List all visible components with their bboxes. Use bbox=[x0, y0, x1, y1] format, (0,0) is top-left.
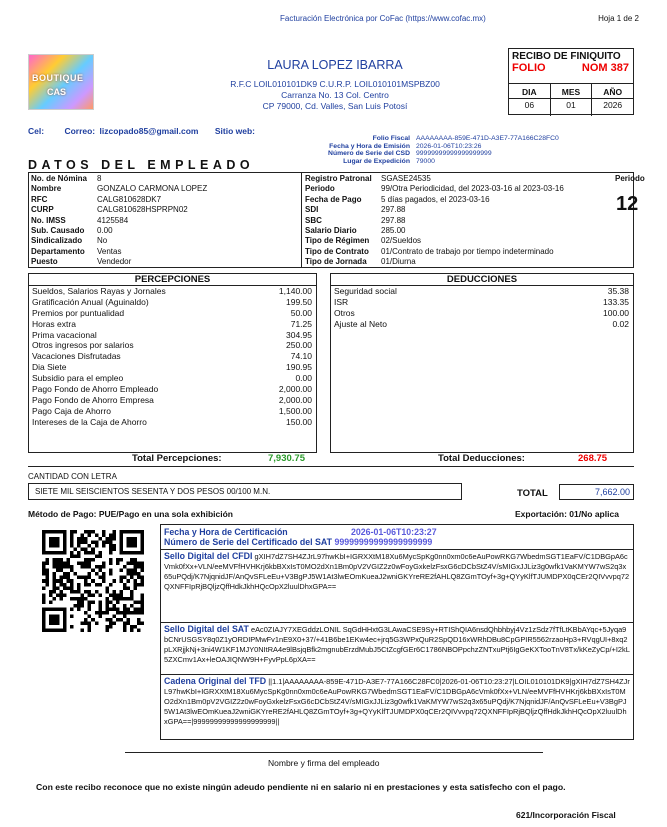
receipt-box bbox=[508, 48, 634, 115]
employee-field-value: 297.88 bbox=[381, 215, 406, 225]
line-item-concept: Sueldos, Salarios Rayas y Jornales bbox=[32, 286, 166, 296]
employee-field-value: No bbox=[97, 236, 108, 246]
line-item-concept: Dia Siete bbox=[32, 362, 67, 373]
line-item-concept: Pago Fondo de Ahorro Empresa bbox=[32, 394, 154, 405]
folio-label: FOLIO bbox=[512, 62, 546, 74]
employee-field-label: CURP bbox=[31, 205, 54, 215]
line-item bbox=[29, 373, 316, 384]
perceptions-header: PERCEPCIONES bbox=[29, 274, 316, 286]
line-item bbox=[29, 384, 316, 395]
company-logo bbox=[28, 54, 94, 110]
provider-text: Facturación Electrónica por CoFac (https://www.cofac.mx) bbox=[280, 14, 486, 23]
total-deductions-value: 268.75 bbox=[578, 453, 608, 464]
certification-box bbox=[160, 524, 634, 740]
perceptions-table bbox=[28, 273, 317, 453]
acknowledgement-text: Con este recibo reconoce que no existe ningún adeudo pendiente ni en salario ni en prestaciones y esta satisfecho con el pago. bbox=[36, 782, 566, 792]
line-item-amount: 50.00 bbox=[290, 307, 312, 318]
employee-field-label: Tipo de Jornada bbox=[305, 257, 367, 267]
line-item-concept: Prima vacacional bbox=[32, 329, 97, 340]
line-item-concept: ISR bbox=[334, 296, 349, 307]
line-item bbox=[29, 319, 316, 330]
employee-field-value: 01/Diurna bbox=[381, 257, 416, 267]
receipt-folio bbox=[509, 62, 633, 74]
logo-text-line2: CAS bbox=[47, 87, 67, 97]
employee-field-label: Puesto bbox=[31, 257, 58, 267]
tfd-chain: Cadena Original del TFD ||1.1|AAAAAAAA-859E-471D-A3E7-77A166C28FC0|2026-01-06T10:23:27|LOIL010101DK9|gXIH7dZ7SH4ZJrL97hwKbI+IGRXXtM18Xu6MycSpKg0nn0xm0c6eAuPowRKG7WbedmSGT1EaFV/C1DBGpA6cVmk0fXx+VLN/eeMVFfHVHKrj6kbBXxIsT0MO2dXn1Bm0pV2VGIZ2z0wFoyGxkelzFsxG6cDCbStZ4V/sMIGxJJLiz3g0wfk1VaKMYW7wS2q3x65uPQdj/K7NjqnidJF/AnQvSFLeEu+V3BgPJ5W1At3lwEOmKueaJ2wniGKYreRE2fAHLQ8ZGmTOyf+3g+QYyKlfTJUMDPX0qCEr2QIVvvpq72QXNFFIpRjBQljzQffHdkJkhHQcOpX2luulDhxGPA==|99999999999999999999|| bbox=[164, 676, 630, 726]
issuer-name: LAURA LOPEZ IBARRA bbox=[267, 58, 403, 72]
line-item-amount: 71.25 bbox=[290, 318, 312, 329]
issuer-rfc-curp: R.F.C LOIL010101DK9 C.U.R.P. LOIL010101MSPBZ00 bbox=[230, 79, 440, 89]
employee-field-label: Periodo bbox=[305, 184, 335, 194]
date-year: AÑO 2026 bbox=[591, 84, 633, 116]
certification-date: 2026-01-06T10:23:27 bbox=[351, 527, 437, 537]
line-item-amount: 199.50 bbox=[286, 296, 312, 307]
expedition-place: 79000 bbox=[416, 157, 435, 165]
line-item-amount: 35.38 bbox=[607, 286, 629, 296]
line-item-amount: 304.95 bbox=[286, 329, 312, 340]
line-item bbox=[29, 308, 316, 319]
employee-field-label: SBC bbox=[305, 215, 322, 225]
employee-field-value: 8 bbox=[97, 174, 102, 183]
employee-field-label: Sub. Causado bbox=[31, 226, 85, 235]
line-item-amount: 1,140.00 bbox=[278, 286, 312, 296]
web-label: Sitio web: bbox=[214, 126, 256, 136]
employee-field-label: Fecha de Pago bbox=[305, 194, 362, 204]
line-item-concept: Otros ingresos por salarios bbox=[32, 340, 134, 351]
line-item-amount: 0.00 bbox=[295, 373, 312, 384]
email-value[interactable]: lizcopado85@gmail.com bbox=[99, 126, 199, 136]
deductions-list bbox=[331, 286, 633, 330]
line-item-amount: 150.00 bbox=[286, 416, 312, 427]
line-item bbox=[29, 417, 316, 428]
employee-field-label: Salario Diario bbox=[305, 226, 357, 235]
tax-regime: 621/Incorporación Fiscal bbox=[516, 810, 616, 820]
employee-field-label: No. IMSS bbox=[31, 215, 66, 225]
total-value: 7,662.00 bbox=[559, 484, 634, 500]
employee-field-value: SGASE24535 bbox=[381, 174, 431, 183]
date-day: DIA 06 bbox=[509, 84, 550, 116]
cfdi-seal: Sello Digital del CFDI gXIH7dZ7SH4ZJrL97hwKbI+IGRXXtM18Xu6MycSpKg0nn0xm0c6eAuPowRKG7WbedmSGT1EaFV/C1DBGpA6cVmk0fXx+VLN/eeMVFfHVHKrj6kbBXxIsT0MO2dXn1Bm0pV2VGIZ2z0wFoyGxkelzFsxG6cDCbStZ4V/sMIGxJJLiz3g0wfk1VaKMYW7wS2q3x65uPQdj/K7NjqnidJF/AnQvSFLeEu+V3BgPJ5W1At3lwEOmKueaJ2wniGKYreRE2fAHLQ8ZGmTOyf+3g+QYyKlfTJUMDPX0qCEr2QIVvvpq72QXNFFIpRjBQljzQffHdkJkhHQcOpX2luulDhxGPA== bbox=[161, 550, 633, 623]
issuer-address-line2: CP 79000, Cd. Valles, San Luis Potosí bbox=[262, 101, 408, 111]
line-item bbox=[29, 406, 316, 417]
employee-field-value: 5 días pagados, el 2023-03-16 bbox=[381, 194, 490, 204]
line-item-amount: 0.02 bbox=[612, 318, 629, 329]
deductions-table bbox=[330, 273, 634, 453]
employee-field-label: SDI bbox=[305, 205, 319, 215]
employee-field-value: 285.00 bbox=[381, 226, 406, 235]
line-item bbox=[29, 340, 316, 351]
employee-field-value: CALG810628HSPRPN02 bbox=[97, 205, 188, 215]
receipt-date-grid bbox=[509, 83, 633, 116]
employee-field-label: RFC bbox=[31, 194, 48, 204]
employee-section-title: DATOS DEL EMPLEADO bbox=[28, 158, 255, 172]
page-number: Hoja 1 de 2 bbox=[598, 14, 639, 23]
line-item-amount: 133.35 bbox=[603, 296, 629, 307]
certification-header: Fecha y Hora de Certificación 2026-01-06T10:23:27 Número de Serie del Certificado del SAT 99999999999999999999 bbox=[161, 525, 633, 550]
signature-label: Nombre y firma del empleado bbox=[268, 758, 380, 768]
line-item-concept: Subsidio para el empleo bbox=[32, 373, 124, 384]
payment-method: Método de Pago: PUE/Pago en una sola exhibición bbox=[28, 509, 233, 519]
line-item-amount: 190.95 bbox=[286, 362, 312, 373]
amount-words-box: SIETE MIL SEISCIENTOS SESENTA Y DOS PESOS 00/100 M.N. bbox=[28, 483, 462, 500]
line-item-concept: Vacaciones Disfrutadas bbox=[32, 351, 121, 362]
amount-words-label: CANTIDAD CON LETRA bbox=[28, 472, 117, 481]
line-item-concept: Seguridad social bbox=[334, 286, 397, 296]
folio-value: NOM 387 bbox=[581, 62, 629, 74]
line-item-concept: Ajuste al Neto bbox=[334, 318, 387, 329]
employee-field-value: Vendedor bbox=[97, 257, 132, 267]
employee-field-value: 02/Sueldos bbox=[381, 236, 422, 246]
line-item-concept: Intereses de la Caja de Ahorro bbox=[32, 416, 147, 427]
issuer-address-line1: Carranza No. 13 Col. Centro bbox=[281, 90, 389, 100]
line-item bbox=[331, 286, 633, 297]
qr-code bbox=[42, 530, 144, 632]
folio-fiscal: AAAAAAAA-859E-471D-A3E7-77A166C28FC0 bbox=[416, 135, 559, 142]
signature-line bbox=[125, 752, 543, 753]
employee-field-value: Ventas bbox=[97, 246, 122, 256]
total-label: TOTAL bbox=[517, 488, 548, 499]
employee-data-box bbox=[28, 172, 645, 268]
line-item-amount: 74.10 bbox=[290, 351, 312, 362]
line-item-concept: Horas extra bbox=[32, 318, 76, 329]
period-label: Periodo bbox=[615, 174, 645, 183]
line-item bbox=[29, 351, 316, 362]
line-item-concept: Pago Fondo de Ahorro Empleado bbox=[32, 384, 159, 395]
totals-divider bbox=[28, 466, 634, 467]
employee-field-label: Tipo de Régimen bbox=[305, 236, 370, 246]
line-item-concept: Gratificación Anual (Aguinaldo) bbox=[32, 296, 149, 307]
line-item-concept: Pago Caja de Ahorro bbox=[32, 405, 111, 416]
perceptions-list bbox=[29, 286, 316, 428]
period-number: 12 bbox=[616, 193, 639, 215]
employee-field-label: Departamento bbox=[31, 246, 85, 256]
receipt-title: RECIBO DE FINIQUITO bbox=[512, 51, 621, 62]
line-item-concept: Otros bbox=[334, 307, 355, 318]
total-perceptions-value: 7,930.75 bbox=[268, 453, 305, 464]
line-item-concept: Premios por puntualidad bbox=[32, 307, 125, 318]
export-type: Exportación: 01/No aplica bbox=[515, 509, 619, 519]
employee-field-value: GONZALO CARMONA LOPEZ bbox=[97, 184, 208, 194]
line-item-amount: 1,500.00 bbox=[278, 405, 312, 416]
line-item bbox=[331, 319, 633, 330]
line-item-amount: 100.00 bbox=[603, 307, 629, 318]
employee-field-value: 0.00 bbox=[97, 226, 113, 235]
employee-field-value: 297.88 bbox=[381, 205, 406, 215]
line-item bbox=[29, 362, 316, 373]
contact-line bbox=[28, 126, 255, 136]
line-item bbox=[29, 286, 316, 297]
employee-field-value: 01/Contrato de trabajo por tiempo indeterminado bbox=[381, 246, 554, 256]
employee-field-label: No. de Nómina bbox=[31, 174, 88, 183]
line-item-amount: 250.00 bbox=[286, 340, 312, 351]
csd-serial: 99999999999999999999 bbox=[416, 150, 492, 158]
date-month: MES 01 bbox=[550, 84, 592, 116]
line-item bbox=[331, 308, 633, 319]
employee-field-label: Tipo de Contrato bbox=[305, 246, 369, 256]
employee-field-label: Registro Patronal bbox=[305, 174, 372, 183]
total-perceptions-label: Total Percepciones: bbox=[132, 453, 222, 464]
employee-field-value: 4125584 bbox=[97, 215, 129, 225]
sat-serial: 99999999999999999999 bbox=[334, 537, 433, 547]
total-deductions-label: Total Deducciones: bbox=[438, 453, 525, 464]
employee-field-value: 99/Otra Periodicidad, del 2023-03-16 al 2023-03-16 bbox=[381, 184, 564, 194]
emission-date: 2026-01-06T10:23:26 bbox=[416, 142, 482, 150]
logo-text-line1: BOUTIQUE bbox=[32, 73, 84, 83]
line-item bbox=[29, 395, 316, 406]
employee-field-label: Sindicalizado bbox=[31, 236, 83, 246]
cel-label: Cel: bbox=[28, 126, 45, 136]
line-item bbox=[29, 297, 316, 308]
sat-seal: Sello Digital del SAT eAc0ZIAJY7XEGddzLONIL SqGdHHxtG3LAwaCSE9Sy+RTIShQIA6nsdQhbhbyj4Vz1zSdz7fTfLtKBbAYqc+5Jyqa9bCNrUSGSY8q0Z1yORDIPMwFv1nE9X0+37/+41B6be1EKw4ec+jrq5G3WPxQuR2SpQD16xWRhDBu8CpGPIR5562rzaoHp3+RVqgUI+8xq2pLXRjjkNj+3ni4W1KF1MJY0NItRA4e9lBsjqBfk2mgnubErzdMubJ5CtZcgfGEr6C1786NBOPpchzZNTxuPtj6IgGeKXTooTnV8Tx/kKeZyCp/+I2kL5ZXCmv1Ax+leOAJIQNW9H+FyvPpL6pXA== bbox=[161, 623, 633, 675]
employee-field-value: CALG810628DK7 bbox=[97, 194, 162, 204]
issuer-block bbox=[180, 60, 490, 112]
line-item bbox=[29, 330, 316, 341]
employee-field-label: Nombre bbox=[31, 184, 62, 194]
fiscal-info: Folio Fiscal AAAAAAAA-859E-471D-A3E7-77A166C28FC0 Fecha y Hora de Emisión 2026-01-06T10:23:26 Número de Serie del CSD 99999999999999999999 Lugar de Expedición 79000 bbox=[328, 135, 559, 165]
line-item-amount: 2,000.00 bbox=[278, 394, 312, 405]
email-label: Correo: bbox=[64, 126, 96, 136]
line-item-amount: 2,000.00 bbox=[278, 384, 312, 395]
line-item bbox=[331, 297, 633, 308]
deductions-header: DEDUCCIONES bbox=[331, 274, 633, 286]
